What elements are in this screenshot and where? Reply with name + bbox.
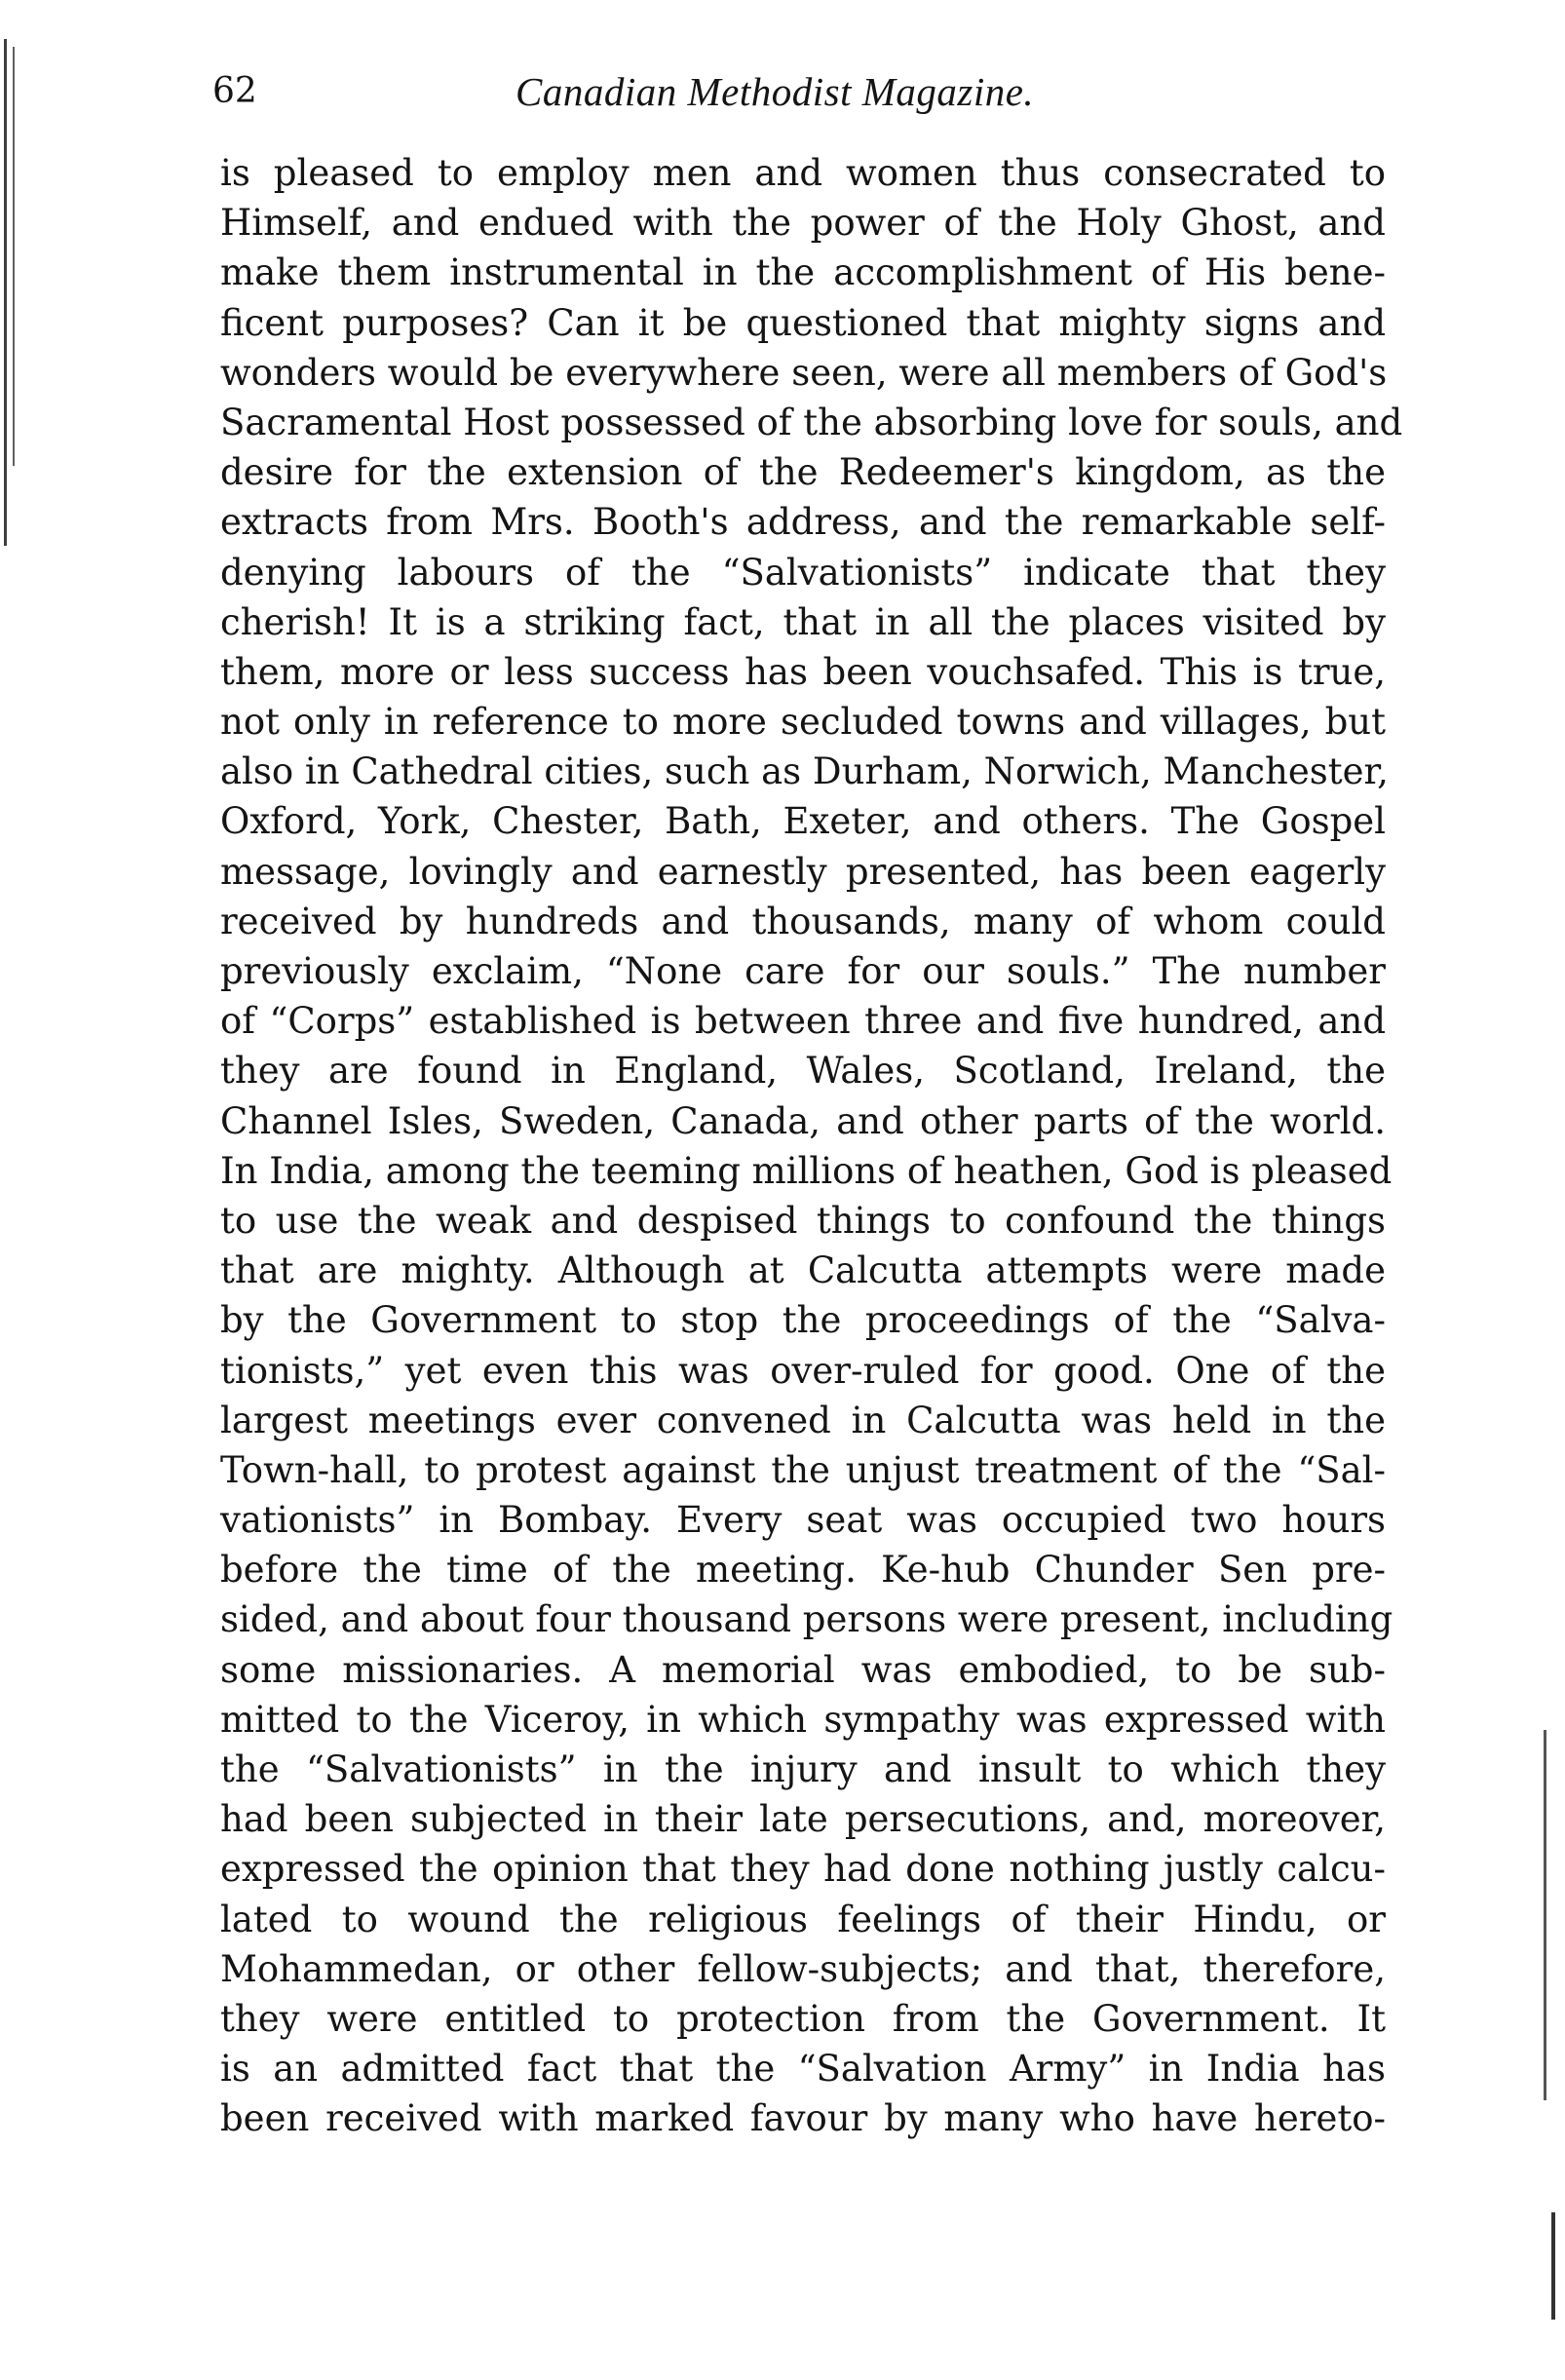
gutter-line-right — [1544, 1730, 1546, 2100]
text-line: cherish! It is a striking fact, that in all the places visited by — [220, 600, 1386, 643]
text-line: Channel Isles, Sweden, Canada, and other parts of the world. — [220, 1099, 1386, 1142]
text-line: of “Corps” established is between three and five hundred, and — [220, 1000, 1386, 1043]
body-text — [220, 148, 1403, 2144]
text-line: mitted to the Viceroy, in which sympathy was expressed with — [220, 1698, 1386, 1741]
text-line: Sacramental Host possessed of the absorbing love for souls, and — [220, 401, 1403, 443]
running-head — [212, 60, 1508, 123]
gutter-line-right-2 — [1551, 2212, 1555, 2320]
text-line: that are mighty. Although at Calcutta attempts were made — [220, 1249, 1386, 1292]
text-line: largest meetings ever convened in Calcutta was held in the — [220, 1399, 1386, 1441]
text-line: lated to wound the religious feelings of their Hindu, or — [220, 1898, 1386, 1940]
text-line: previously exclaim, “None care for our souls.” The number — [220, 950, 1386, 992]
running-title: Canadian Methodist Magazine. — [515, 69, 1035, 114]
text-line: received by hundreds and thousands, many of whom could — [220, 900, 1386, 942]
text-line: is pleased to employ men and women thus consecrated to — [220, 152, 1386, 194]
text-line: In India, among the teeming millions of heathen, God is pleased — [220, 1149, 1393, 1192]
text-line: message, lovingly and earnestly presented, has been eagerly — [220, 850, 1386, 893]
text-line: is an admitted fact that the “Salvation Army” in India has — [220, 2048, 1386, 2091]
text-line: had been subjected in their late persecutions, and, moreover, — [220, 1798, 1386, 1841]
text-line: before the time of the meeting. Ke-hub Chunder Sen pre- — [220, 1549, 1386, 1592]
text-line: extracts from Mrs. Booth's address, and the remarkable self- — [220, 501, 1386, 544]
text-line: some missionaries. A memorial was embodied, to be sub- — [220, 1648, 1386, 1691]
text-line: also in Cathedral cities, such as Durham, Norwich, Manchester, — [220, 750, 1389, 793]
text-line: to use the weak and despised things to confound the things — [220, 1199, 1386, 1242]
text-line: expressed the opinion that they had done nothing justly calcu- — [220, 1848, 1386, 1891]
page-number: 62 — [212, 71, 257, 111]
gutter-line-left-2 — [13, 47, 15, 466]
text-line: sided, and about four thousand persons were present, including — [220, 1598, 1393, 1641]
text-line: been received with marked favour by many who have hereto- — [220, 2097, 1386, 2140]
text-line: wonders would be everywhere seen, were all members of God's — [220, 351, 1388, 394]
text-line: desire for the extension of the Redeemer's kingdom, as the — [220, 451, 1386, 494]
text-line: they were entitled to protection from the Government. It — [220, 1997, 1386, 2040]
text-line: Himself, and endued with the power of the Holy Ghost, and — [220, 202, 1386, 245]
text-line: by the Government to stop the proceedings of the “Salva- — [220, 1299, 1386, 1342]
text-line: Oxford, York, Chester, Bath, Exeter, and others. The Gospel — [220, 800, 1386, 843]
text-line: tionists,” yet even this was over-ruled for good. One of the — [220, 1349, 1386, 1392]
text-line: make them instrumental in the accomplishment of His bene- — [220, 251, 1386, 294]
text-line: Mohammedan, or other fellow-subjects; and that, therefore, — [220, 1947, 1386, 1990]
text-line: they are found in England, Wales, Scotland, Ireland, the — [220, 1050, 1386, 1093]
text-line: them, more or less success has been vouchsafed. This is true, — [220, 650, 1386, 693]
text-line: ficent purposes? Can it be questioned that mighty signs and — [220, 301, 1386, 344]
text-line: denying labours of the “Salvationists” indicate that they — [220, 551, 1386, 594]
text-line: vationists” in Bombay. Every seat was occupied two hours — [220, 1499, 1386, 1542]
text-line: not only in reference to more secluded towns and villages, but — [220, 701, 1386, 744]
text-line: Town-hall, to protest against the unjust treatment of the “Sal- — [220, 1448, 1386, 1491]
text-line: the “Salvationists” in the injury and insult to which they — [220, 1748, 1386, 1790]
gutter-line-left — [4, 39, 7, 546]
